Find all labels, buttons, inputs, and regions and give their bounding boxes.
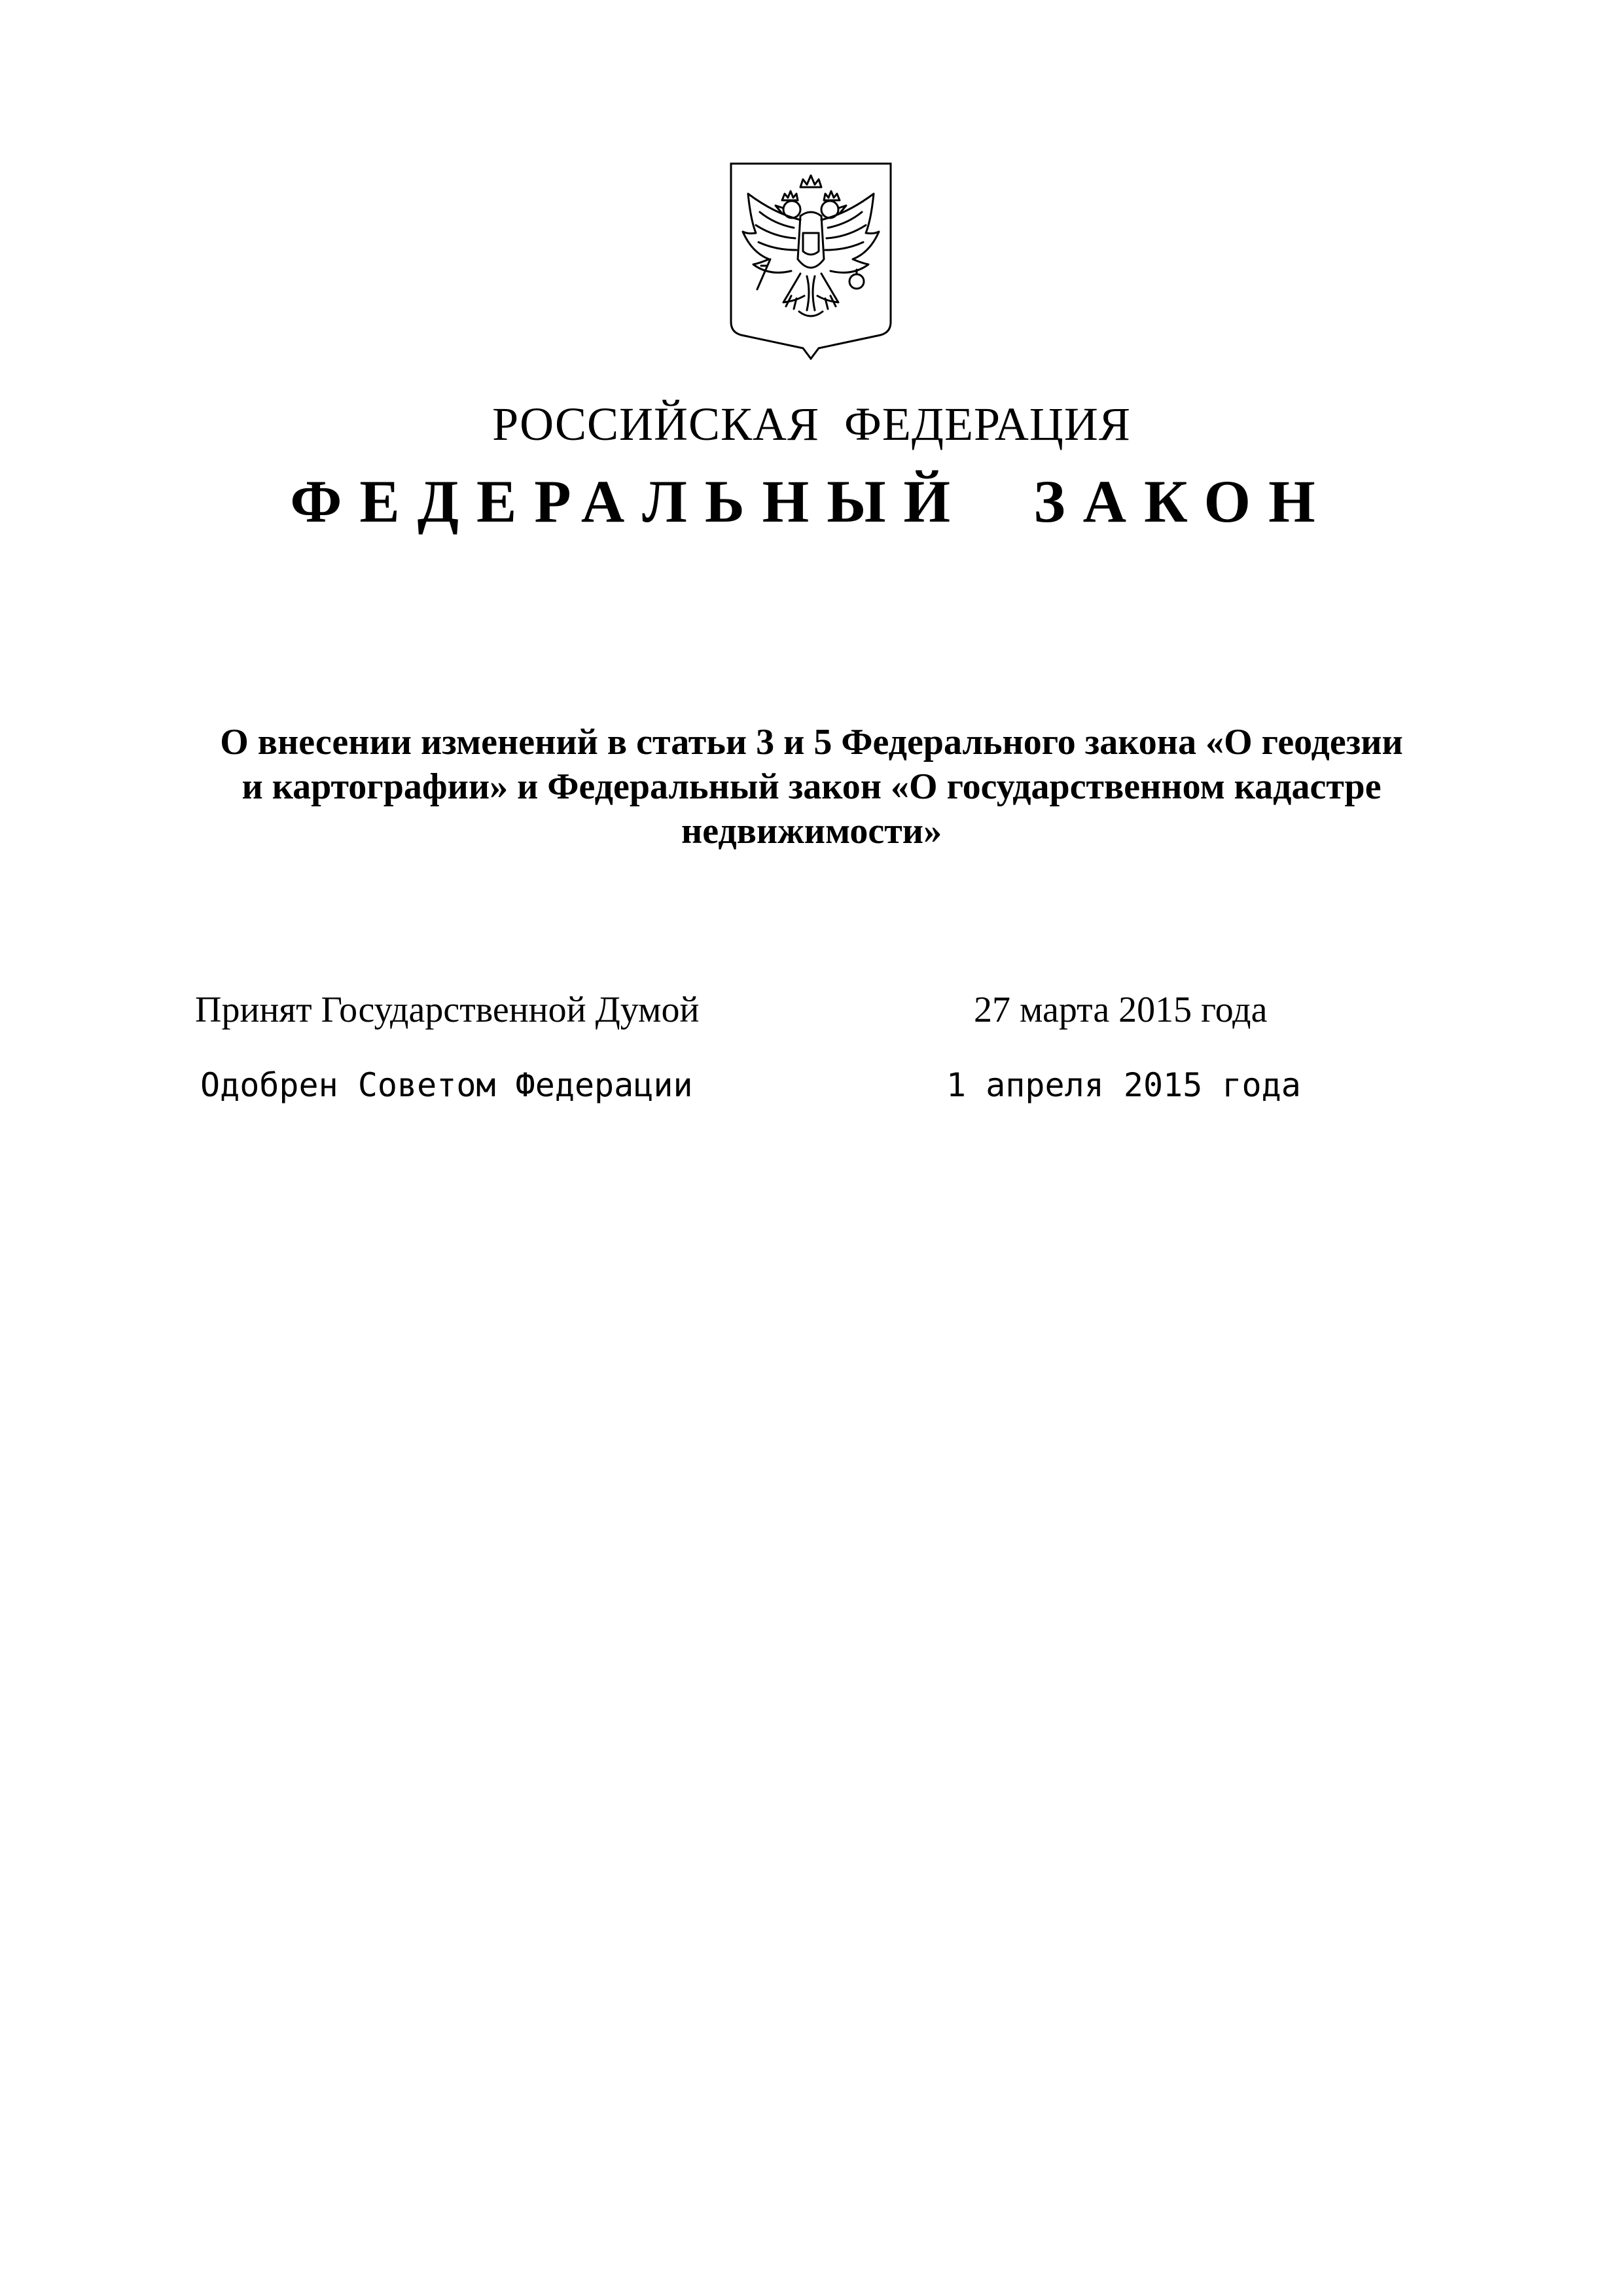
document-type-heading: ФЕДЕРАЛЬНЫЙ ЗАКОН — [290, 468, 1333, 535]
council-approval-date: 1 апреля 2015 года — [946, 1066, 1301, 1104]
double-headed-eagle-icon — [728, 161, 893, 360]
duma-adoption-label: Принят Государственной Думой — [195, 990, 700, 1030]
law-title-line: и картографии» и Федеральный закон «О государственном кадастре — [241, 766, 1382, 807]
country-name: РОССИЙСКАЯ ФЕДЕРАЦИЯ — [492, 398, 1131, 450]
duma-adoption-date: 27 марта 2015 года — [974, 990, 1268, 1030]
law-title-line: недвижимости» — [681, 811, 942, 852]
coat-of-arms-emblem — [728, 161, 893, 360]
law-title — [170, 720, 1453, 853]
law-title-line: О внесении изменений в статьи 3 и 5 Федерального закона «О геодезии — [220, 722, 1403, 762]
council-approval-label: Одобрен Советом Федерации — [200, 1066, 693, 1104]
